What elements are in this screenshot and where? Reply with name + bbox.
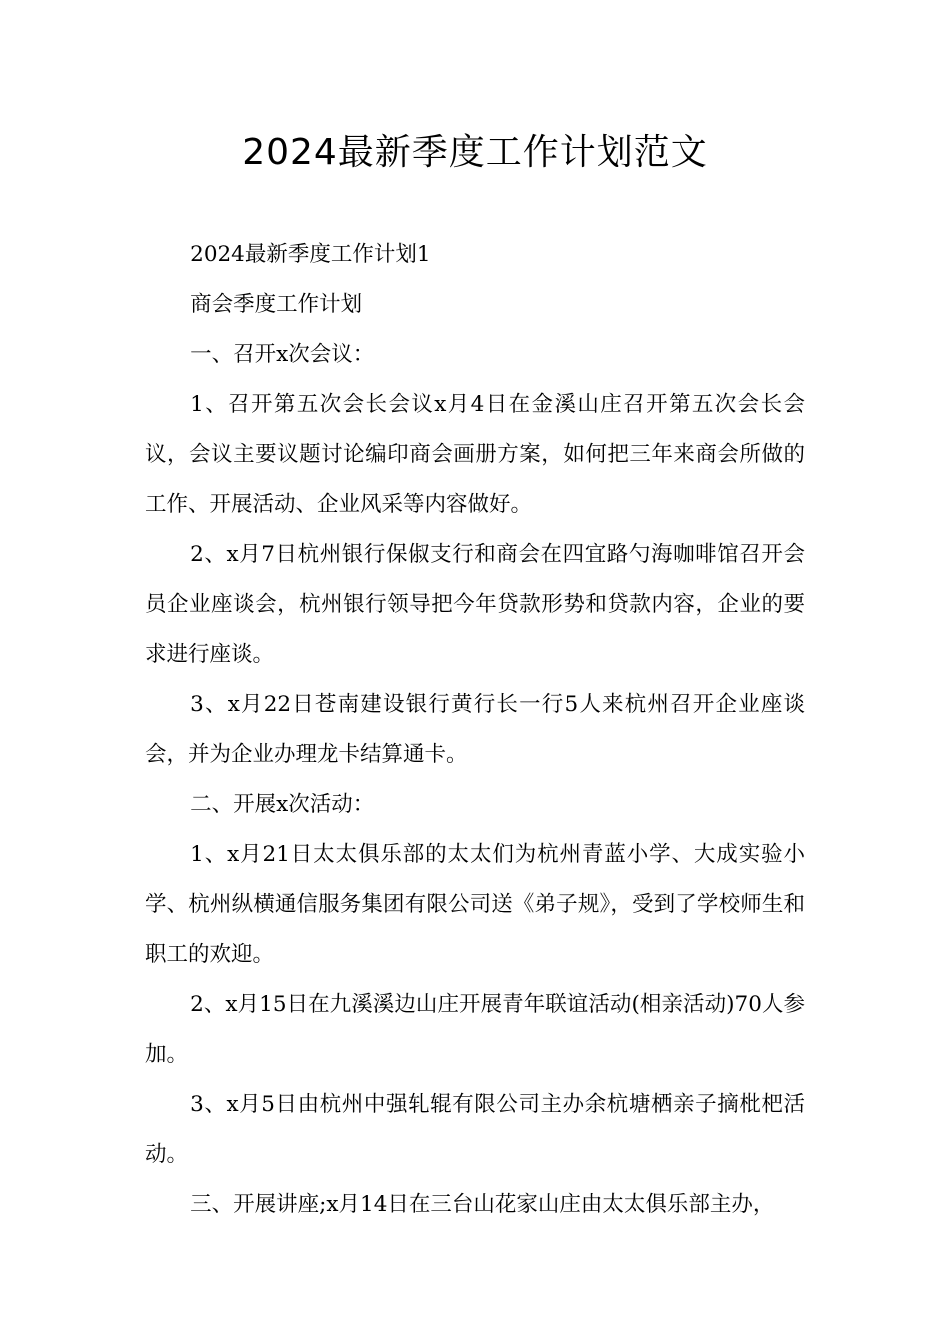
paragraph-meeting-2: 2、x月7日杭州银行保俶支行和商会在四宜路勺海咖啡馆召开会员企业座谈会，杭州银行领导把今年贷款形势和贷款内容，企业的要求进行座谈。 xyxy=(145,542,805,667)
document-body xyxy=(145,230,805,1230)
paragraph-subtitle: 商会季度工作计划 xyxy=(190,292,363,317)
paragraph-activity-2: 2、x月15日在九溪溪边山庄开展青年联谊活动(相亲活动)70人参加。 xyxy=(145,992,805,1067)
paragraph-heading-meetings: 一、召开x次会议： xyxy=(190,342,375,367)
paragraph-heading-lectures: 三、开展讲座;x月14日在三台山花家山庄由太太俱乐部主办， xyxy=(190,1192,775,1217)
document-title: 2024最新季度工作计划范文 xyxy=(242,132,708,173)
paragraph-section-title: 2024最新季度工作计划1 xyxy=(190,242,431,267)
paragraph-activity-3: 3、x月5日由杭州中强轧辊有限公司主办余杭塘栖亲子摘枇杷活动。 xyxy=(145,1092,805,1167)
paragraph-meeting-3: 3、x月22日苍南建设银行黄行长一行5人来杭州召开企业座谈会，并为企业办理龙卡结算通卡。 xyxy=(145,692,805,767)
paragraph-activity-1: 1、x月21日太太俱乐部的太太们为杭州青蓝小学、大成实验小学、杭州纵横通信服务集团有限公司送《弟子规》，受到了学校师生和职工的欢迎。 xyxy=(145,842,805,967)
paragraph-heading-activities: 二、开展x次活动： xyxy=(190,792,375,817)
paragraph-meeting-1: 1、召开第五次会长会议x月4日在金溪山庄召开第五次会长会议，会议主要议题讨论编印商会画册方案，如何把三年来商会所做的工作、开展活动、企业风采等内容做好。 xyxy=(145,392,805,517)
